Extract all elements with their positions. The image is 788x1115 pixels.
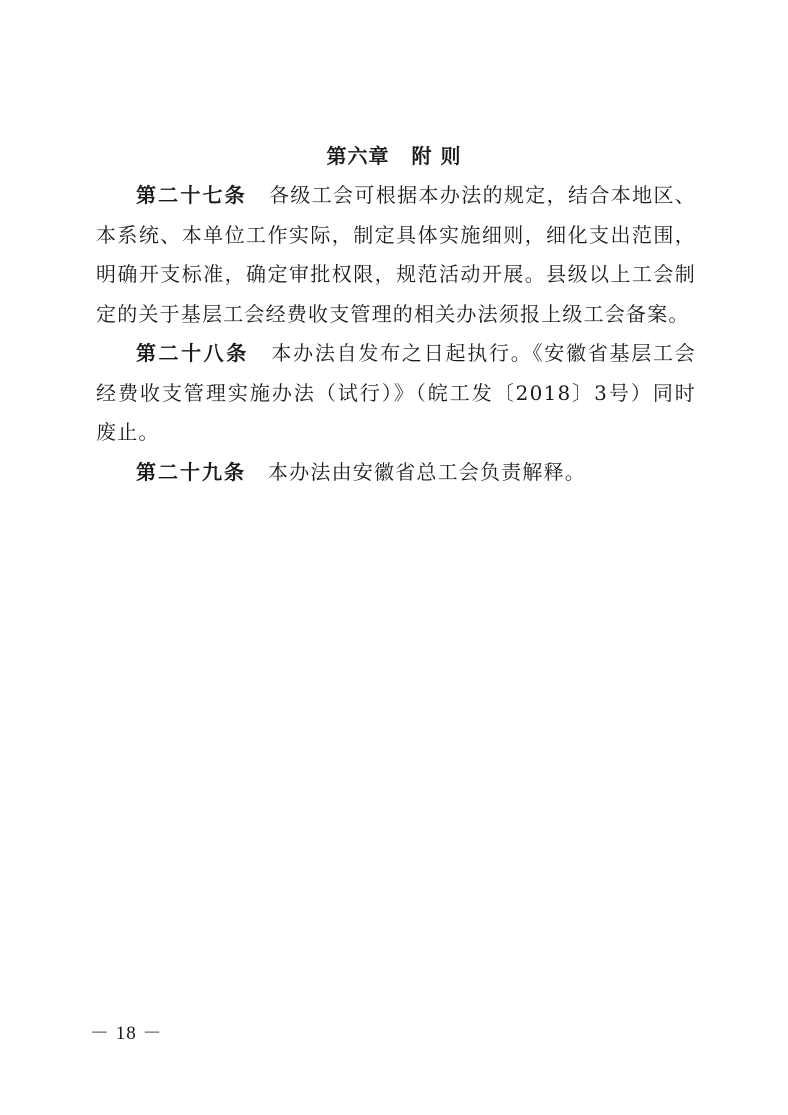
- chapter-number: 第六章: [326, 144, 390, 168]
- chapter-title: 附 则: [411, 144, 462, 168]
- chapter-heading: [0, 140, 788, 169]
- article-text: 本办法由安徽省总工会负责解释。: [268, 459, 586, 484]
- page-number: － 18 －: [90, 1023, 163, 1044]
- article-text: 本办法自发布之日起执行。《安徽省基层工会经费收支管理实施办法（试行）》（皖工发〔2018〕3号）同时废止。: [96, 341, 697, 444]
- article-number: 第二十八条: [136, 341, 249, 365]
- article-28: [96, 334, 696, 453]
- document-body: [96, 176, 696, 492]
- article-29: [96, 453, 696, 493]
- article-number: 第二十七条: [136, 183, 247, 207]
- article-number: 第二十九条: [136, 459, 246, 484]
- article-text: 各级工会可根据本办法的规定，结合本地区、本系统、本单位工作实际，制定具体实施细则，细化支出范围，明确开支标准，确定审批权限，规范活动开展。县级以上工会制定的关于基层工会经费收支管理的相关办法须报上级工会备案。: [96, 183, 697, 326]
- article-27: [96, 176, 696, 334]
